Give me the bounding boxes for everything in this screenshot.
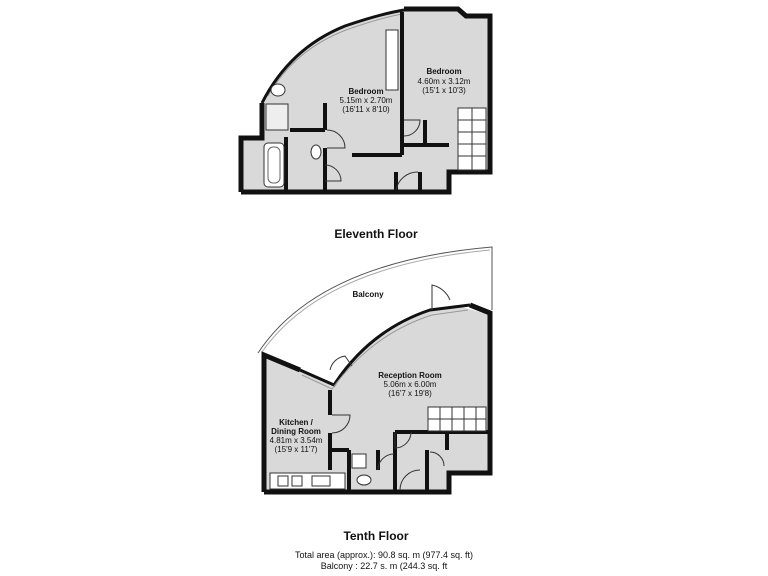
balcony-label: Balcony	[352, 290, 384, 299]
toilet-icon-tenth	[357, 475, 371, 485]
wardrobe-icon	[386, 30, 398, 90]
basin-icon	[271, 84, 285, 96]
eleventh-floor-plan	[241, 8, 490, 192]
room-label-bedroom-1: Bedroom	[348, 87, 384, 96]
room-dim-kitchen: 4.81m x 3.54m	[269, 436, 323, 445]
room-label-kitchen-line2: Dining Room	[271, 427, 321, 436]
shower-icon	[266, 104, 288, 130]
kitchen-worktop	[270, 473, 345, 489]
floor-title-tenth: Tenth Floor	[343, 529, 409, 543]
room-dim-imperial-bedroom-1: (16'11 x 8'10)	[342, 105, 390, 114]
room-dim-imperial-kitchen: (15'9 x 11'7)	[274, 445, 318, 454]
balcony-area-text: Balcony : 22.7 s. m (244.3 sq. ft	[320, 561, 448, 571]
room-dim-imperial-bedroom-2: (15'1 x 10'3)	[422, 86, 466, 95]
room-label-reception: Reception Room	[378, 371, 442, 380]
area-summary	[0, 550, 768, 572]
toilet-icon	[311, 145, 321, 159]
room-dim-bedroom-2: 4.60m x 3.12m	[417, 77, 471, 86]
tenth-floor-plan	[258, 247, 492, 492]
total-area-text: Total area (approx.): 90.8 sq. m (977.4 sq. ft)	[294, 550, 474, 560]
room-dim-reception: 5.06m x 6.00m	[383, 380, 437, 389]
basin-icon-tenth	[352, 454, 366, 468]
room-dim-imperial-reception: (16'7 x 19'8)	[388, 389, 432, 398]
room-label-bedroom-2: Bedroom	[426, 67, 462, 76]
balcony-door-swing	[432, 285, 450, 310]
room-dim-bedroom-1: 5.15m x 2.70m	[339, 96, 393, 105]
tenth-stairs	[428, 407, 486, 431]
eleventh-stairs	[458, 108, 486, 170]
floor-title-eleventh: Eleventh Floor	[334, 227, 418, 241]
room-label-kitchen-line1: Kitchen /	[279, 418, 313, 427]
bath-icon	[264, 143, 284, 187]
